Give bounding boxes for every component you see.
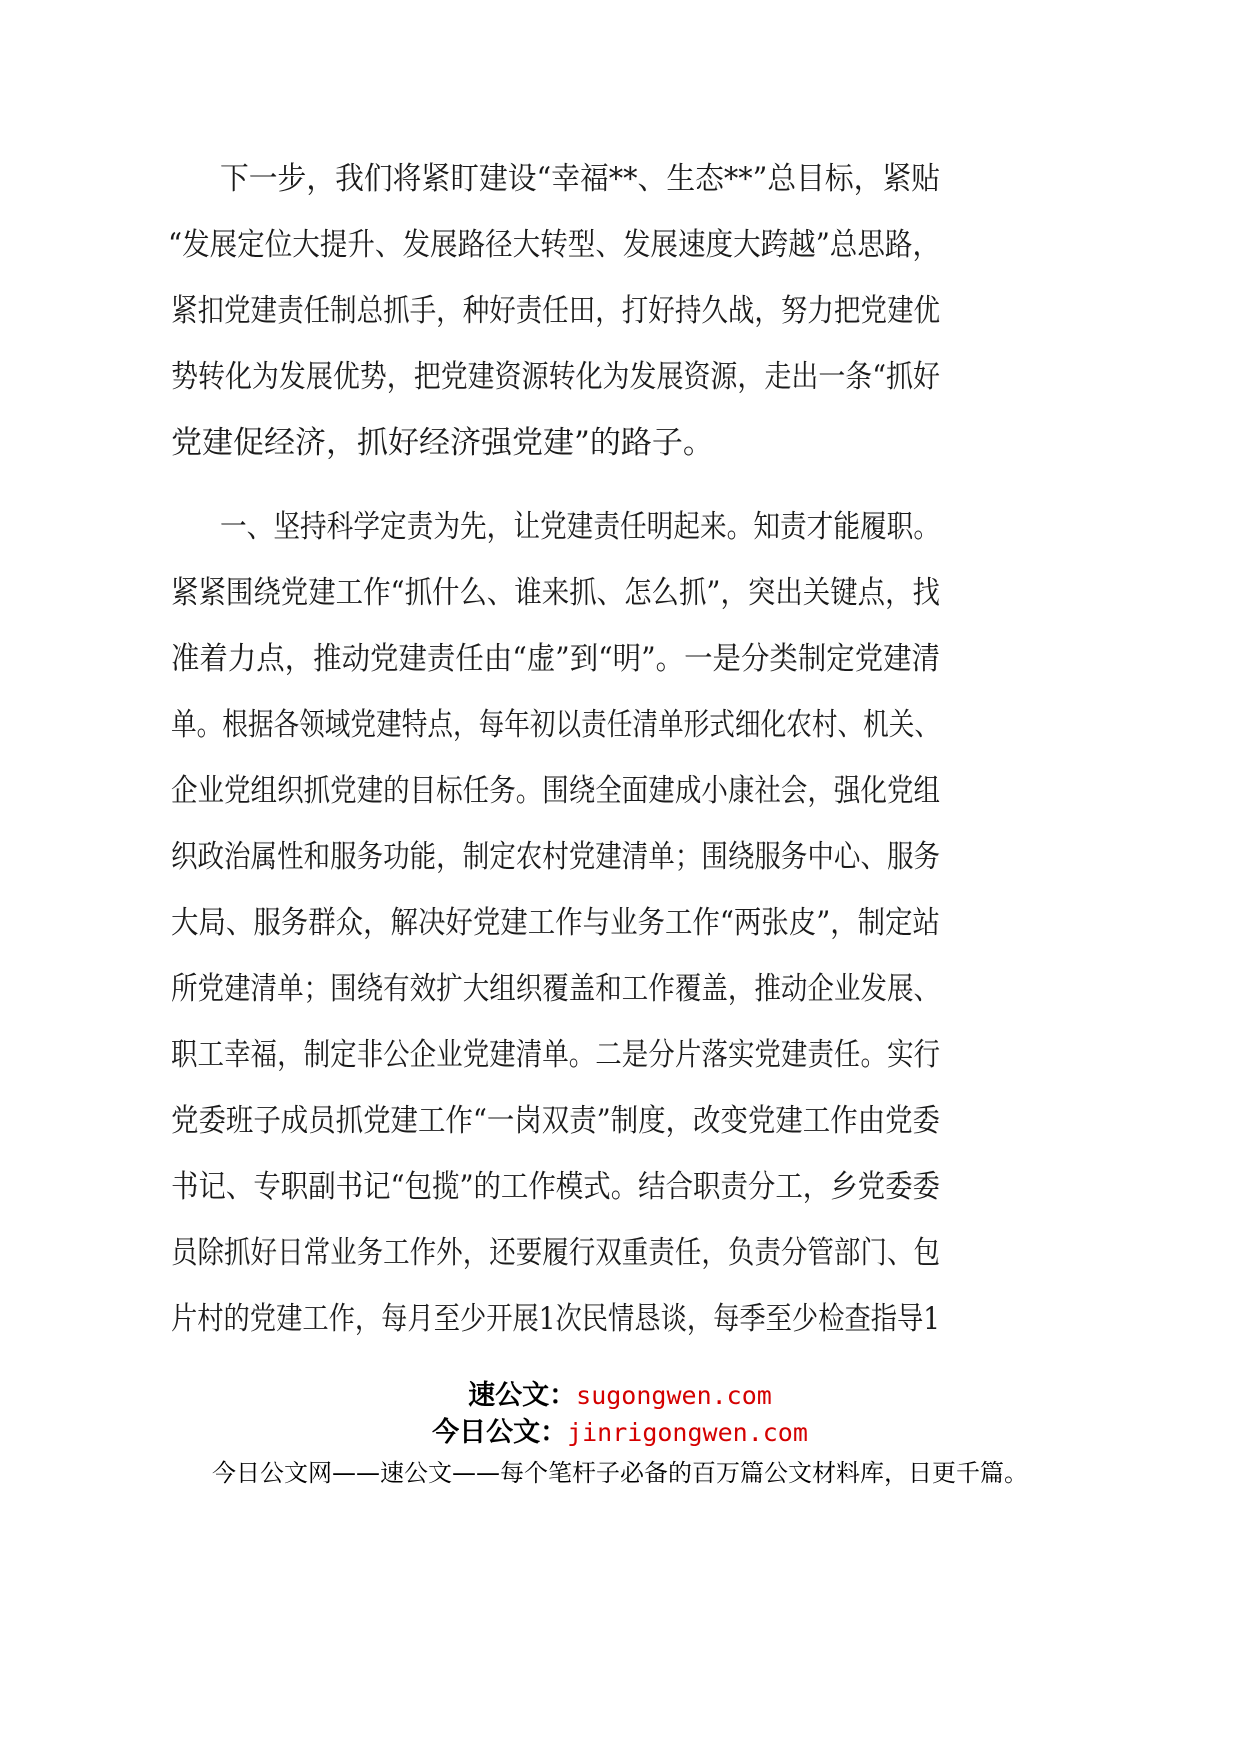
paragraph-2-line-3 (0, 629, 1240, 689)
paragraph-2-line-12 (0, 1223, 1240, 1283)
paragraph-1-line-2 (0, 215, 1240, 275)
paragraph-1-line-3 (0, 281, 1240, 341)
paragraph-2-line-5 (0, 761, 1240, 821)
text-line: 党建促经济，抓好经济强党建”的路子。 (171, 425, 714, 461)
text-line: 紧扣党建责任制总抓手，种好责任田，打好持久战，努力把党建优 (171, 293, 940, 329)
paragraph-1-line-4 (0, 347, 1240, 407)
text-line: “发展定位大提升、发展路径大转型、发展速度大跨越”总思路， (168, 227, 940, 263)
text-line: 员除抓好日常业务工作外，还要履行双重责任，负责分管部门、包 (171, 1235, 940, 1271)
text-line: 准着力点，推动党建责任由“虚”到“明”。一是分类制定党建清 (171, 641, 940, 677)
footer-label: 速公文： (468, 1380, 577, 1411)
footer-sugongwen (0, 1379, 1240, 1413)
paragraph-1-line-5 (0, 413, 1240, 473)
paragraph-1-line-1 (0, 149, 1240, 209)
paragraph-2-line-4 (0, 695, 1240, 755)
footer-slogan-text: 今日公文网——速公文——每个笔杆子必备的百万篇公文材料库，日更千篇。 (212, 1459, 1028, 1487)
paragraph-2-line-8 (0, 959, 1240, 1019)
paragraph-2-line-1 (0, 497, 1240, 557)
paragraph-2-line-6 (0, 827, 1240, 887)
footer-slogan (0, 1456, 1240, 1490)
text-line: 书记、专职副书记“包揽”的工作模式。结合职责分工，乡党委委 (171, 1169, 940, 1205)
paragraph-2-line-11 (0, 1157, 1240, 1217)
text-line: 势转化为发展优势，把党建资源转化为发展资源，走出一条“抓好 (171, 359, 940, 395)
paragraph-2-line-10 (0, 1091, 1240, 1151)
paragraph-2-line-7 (0, 893, 1240, 953)
text-line: 大局、服务群众，解决好党建工作与业务工作“两张皮”，制定站 (171, 905, 940, 941)
text-line: 企业党组织抓党建的目标任务。围绕全面建成小康社会，强化党组 (171, 773, 940, 809)
text-line: 一、坚持科学定责为先，让党建责任明起来。知责才能履职。 (220, 509, 940, 545)
footer-url-link[interactable]: jinrigongwen.com (567, 1418, 808, 1447)
paragraph-2-line-9 (0, 1025, 1240, 1085)
text-line: 织政治属性和服务功能，制定农村党建清单；围绕服务中心、服务 (171, 839, 940, 875)
text-line: 单。根据各领域党建特点，每年初以责任清单形式细化农村、机关、 (171, 707, 940, 743)
text-line: 紧紧围绕党建工作“抓什么、谁来抓、怎么抓”，突出关键点，找 (171, 575, 940, 611)
footer-label: 今日公文： (432, 1417, 568, 1448)
footer-url-link[interactable]: sugongwen.com (576, 1381, 772, 1410)
text-line: 片村的党建工作，每月至少开展1次民情恳谈，每季至少检查指导1 (171, 1301, 940, 1337)
paragraph-2-line-13 (0, 1289, 1240, 1349)
footer-jinrigongwen (0, 1416, 1240, 1450)
text-line: 所党建清单；围绕有效扩大组织覆盖和工作覆盖，推动企业发展、 (171, 971, 940, 1007)
text-line: 下一步，我们将紧盯建设“幸福**、生态**”总目标，紧贴 (220, 161, 940, 197)
text-line: 党委班子成员抓党建工作“一岗双责”制度，改变党建工作由党委 (171, 1103, 940, 1139)
text-line: 职工幸福，制定非公企业党建清单。二是分片落实党建责任。实行 (171, 1037, 940, 1073)
paragraph-2-line-2 (0, 563, 1240, 623)
